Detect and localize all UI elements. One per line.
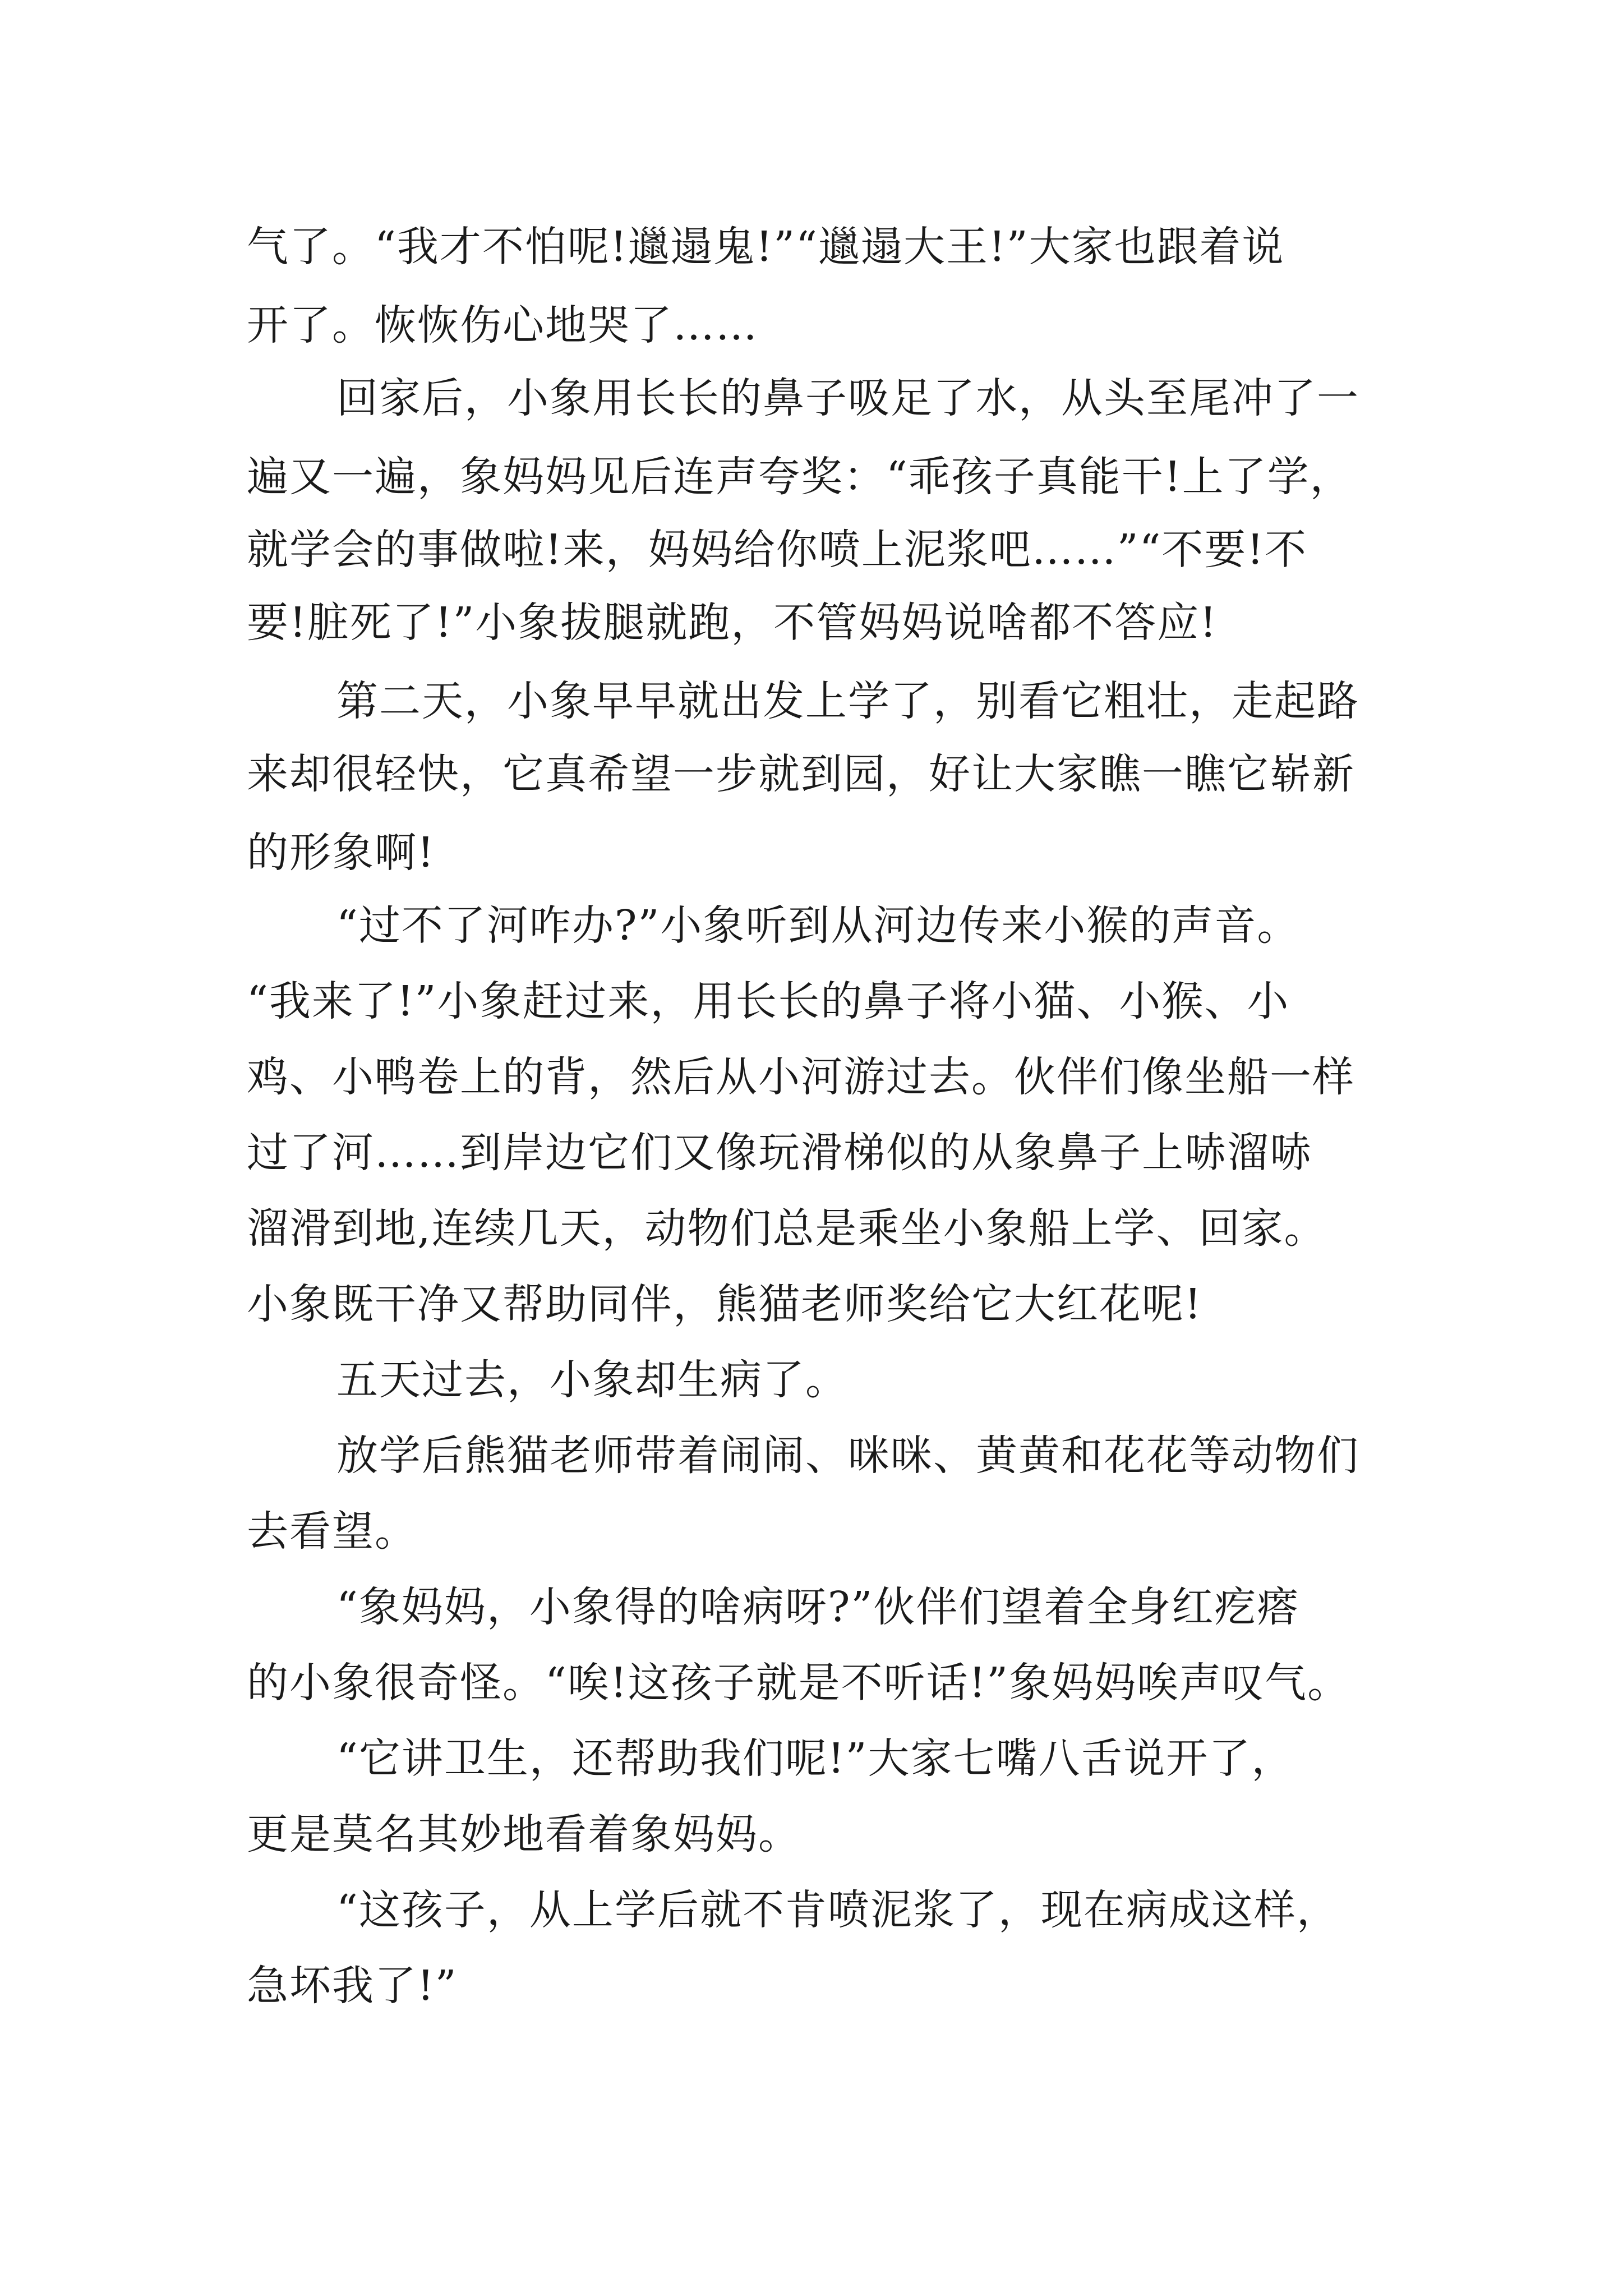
paragraph-start-line: “这孩子，从上学后就不肯喷泥浆了，现在病成这样， <box>336 1886 1339 1934</box>
paragraph-start-line: 回家后，小象用长长的鼻子吸足了水，从头至尾冲了一 <box>336 374 1359 422</box>
text-line: 气了。“我才不怕呢!邋遢鬼!”“邋遢大王!”大家也跟着说 <box>247 223 1285 271</box>
paragraph-start-line: 五天过去，小象却生病了。 <box>336 1356 848 1404</box>
text-line: 遍又一遍，象妈妈见后连声夸奖：“乖孩子真能干!上了学， <box>247 453 1353 501</box>
text-line: 的小象很奇怪。“唉!这孩子就是不听话!”象妈妈唉声叹气。 <box>247 1659 1350 1707</box>
text-line: 鸡、小鸭卷上的背，然后从小河游过去。伙伴们像坐船一样 <box>247 1053 1355 1101</box>
text-line: 急坏我了!” <box>247 1962 458 2010</box>
paragraph-start-line: “它讲卫生，还帮助我们呢!”大家七嘴八舌说开了， <box>336 1734 1294 1783</box>
text-line: 开了。恢恢伤心地哭了…… <box>247 301 758 349</box>
text-line: 的形象啊! <box>247 829 435 877</box>
paragraph-start-line: 放学后熊猫老师带着闹闹、咪咪、黄黄和花花等动物们 <box>336 1432 1359 1480</box>
text-line: 小象既干净又帮助同伴，熊猫老师奖给它大红花呢! <box>247 1280 1202 1328</box>
paragraph-start-line: 第二天，小象早早就出发上学了，别看它粗壮，走起路 <box>336 677 1359 725</box>
text-line: 溜滑到地,连续几天，动物们总是乘坐小象船上学、回家。 <box>247 1204 1327 1253</box>
paragraph-start-line: “过不了河咋办?”小象听到从河边传来小猴的声音。 <box>336 901 1300 950</box>
text-line: 过了河……到岸边它们又像玩滑梯似的从象鼻子上哧溜哧 <box>247 1129 1312 1177</box>
paragraph-start-line: “象妈妈，小象得的啥病呀?”伙伴们望着全身红疙瘩 <box>336 1583 1300 1631</box>
text-line: 就学会的事做啦!来，妈妈给你喷上泥浆吧……”“不要!不 <box>247 526 1308 574</box>
text-line: 来却很轻快，它真希望一步就到园，好让大家瞧一瞧它崭新 <box>247 750 1355 798</box>
text-line: 去看望。 <box>247 1507 417 1556</box>
text-line: “我来了!”小象赶过来，用长长的鼻子将小猫、小猴、小 <box>247 977 1290 1025</box>
text-line: 更是莫名其妙地看着象妈妈。 <box>247 1810 801 1858</box>
text-line: 要!脏死了!”小象拔腿就跑，不管妈妈说啥都不答应! <box>247 599 1218 647</box>
